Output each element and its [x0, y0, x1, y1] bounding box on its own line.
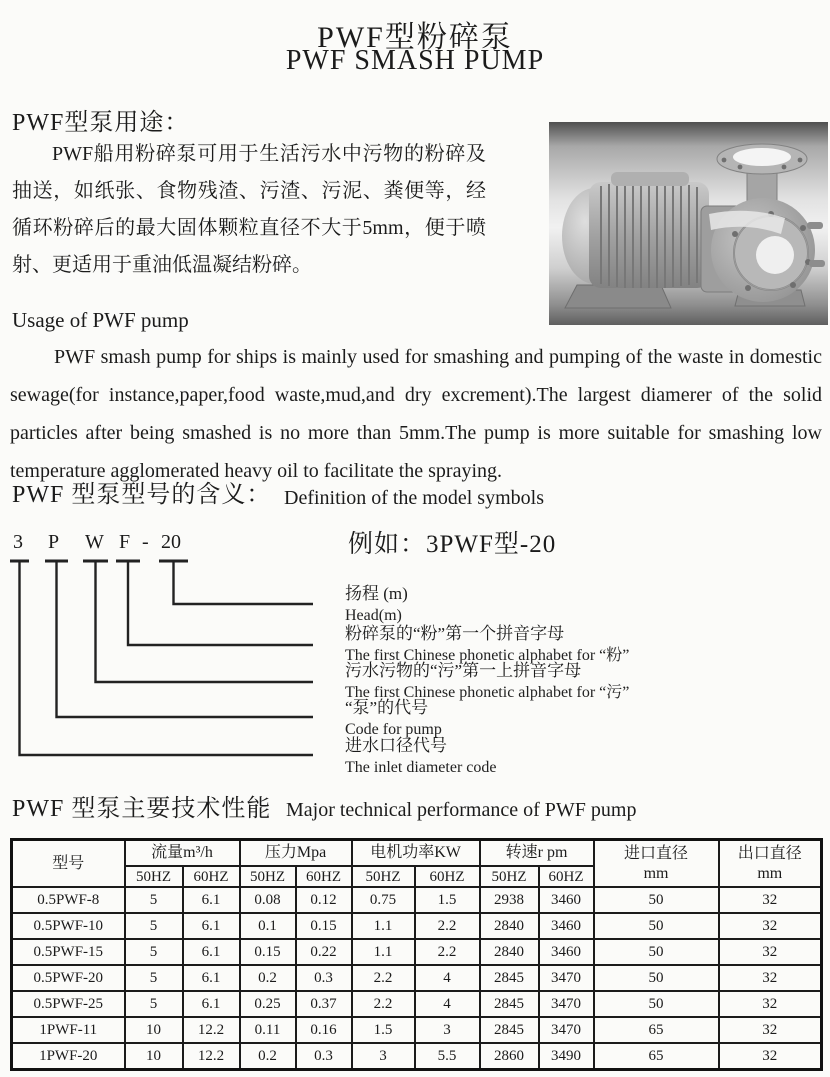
model-label-en: Head(m) — [345, 607, 402, 624]
cell: 1.5 — [352, 1017, 415, 1043]
cell: 6.1 — [183, 887, 240, 913]
cell: 2.2 — [352, 965, 415, 991]
col-header-speed: 转速r pm — [480, 840, 594, 867]
cell: 6.1 — [183, 913, 240, 939]
cell: 50 — [594, 913, 719, 939]
cell: 50 — [594, 887, 719, 913]
usage-paragraph-zh: PWF船用粉碎泵可用于生活污水中污物的粉碎及抽送，如纸张、食物残渣、污渣、污泥、粪便等，经循环粉碎后的最大固体颗粒直径不大于5mm，便于喷射、更适用于重油低温凝结粉碎。 — [12, 143, 486, 276]
cell: 65 — [594, 1017, 719, 1043]
col-header-inlet-unit: mm — [643, 864, 669, 882]
cell: 5 — [125, 887, 183, 913]
cell: 2845 — [480, 991, 539, 1017]
modeldef-heading-zh: PWF 型泵型号的含义： — [12, 482, 272, 508]
cell-model: 0.5PWF-10 — [12, 913, 125, 939]
col-header-outlet-label: 出口直径 — [737, 844, 802, 862]
cell: 2840 — [480, 913, 539, 939]
cell: 12.2 — [183, 1043, 240, 1070]
cell: 50 — [594, 965, 719, 991]
cell: 50 — [594, 939, 719, 965]
model-label-zh: 扬程 (m) — [345, 584, 408, 603]
cell: 0.16 — [296, 1017, 352, 1043]
performance-table — [10, 838, 823, 1071]
table-row — [12, 965, 822, 991]
cell: 6.1 — [183, 965, 240, 991]
cell: 3 — [352, 1043, 415, 1070]
cell: 3470 — [539, 1017, 594, 1043]
pump-photo — [549, 122, 828, 325]
cell: 32 — [719, 965, 822, 991]
cell-model: 0.5PWF-20 — [12, 965, 125, 991]
cell: 4 — [415, 965, 480, 991]
model-label-en: The inlet diameter code — [345, 759, 497, 776]
cell: 65 — [594, 1043, 719, 1070]
cell: 5.5 — [415, 1043, 480, 1070]
cell: 0.25 — [240, 991, 296, 1017]
subheader-hz: 60HZ — [296, 866, 352, 887]
table-row — [12, 913, 822, 939]
usage-paragraph-en: PWF smash pump for ships is mainly used for smashing and pumping of the waste in domestic sewage(for instance,paper,food waste,mud,and dry excrement).The largest diamerer of the solid particles after being smashed is no more than 5mm.The pump is more suitable for smashing low temperature agglomerated heavy oil to facilitate the spraying. — [10, 346, 822, 482]
cell: 0.2 — [240, 965, 296, 991]
cell: 32 — [719, 991, 822, 1017]
usage-heading-en: Usage of PWF pump — [12, 308, 189, 332]
table-row — [12, 991, 822, 1017]
model-label-en: The first Chinese phonetic alphabet for “粉” — [345, 647, 630, 664]
cell: 2.2 — [415, 939, 480, 965]
model-bracket-lines — [0, 556, 340, 761]
cell: 2860 — [480, 1043, 539, 1070]
cell: 5 — [125, 991, 183, 1017]
subheader-hz: 60HZ — [183, 866, 240, 887]
model-symbol: W — [85, 531, 104, 553]
model-symbol: P — [48, 531, 60, 553]
cell: 3470 — [539, 965, 594, 991]
subheader-hz: 50HZ — [352, 866, 415, 887]
cell-model: 0.5PWF-25 — [12, 991, 125, 1017]
cell: 2845 — [480, 965, 539, 991]
col-header-outlet — [719, 840, 822, 888]
cell: 12.2 — [183, 1017, 240, 1043]
model-label-zh: 粉碎泵的“粉”第一个拼音字母 — [345, 624, 565, 643]
cell: 2938 — [480, 887, 539, 913]
cell: 6.1 — [183, 939, 240, 965]
cell: 0.2 — [240, 1043, 296, 1070]
cell-model: 1PWF-20 — [12, 1043, 125, 1070]
cell: 5 — [125, 913, 183, 939]
model-symbol: 20 — [161, 531, 181, 553]
cell: 3490 — [539, 1043, 594, 1070]
model-symbol: F — [119, 531, 131, 553]
col-header-motor-power: 电机功率KW — [352, 840, 480, 867]
table-row — [12, 1017, 822, 1043]
model-label-inlet-code — [345, 734, 825, 778]
subheader-hz: 50HZ — [240, 866, 296, 887]
cell: 0.1 — [240, 913, 296, 939]
subheader-hz: 60HZ — [415, 866, 480, 887]
model-label-en: The first Chinese phonetic alphabet for “污” — [345, 684, 630, 701]
cell: 0.3 — [296, 965, 352, 991]
cell: 10 — [125, 1043, 183, 1070]
cell: 6.1 — [183, 991, 240, 1017]
cell: 50 — [594, 991, 719, 1017]
cell: 2840 — [480, 939, 539, 965]
col-header-model: 型号 — [12, 840, 125, 888]
cell-model: 1PWF-11 — [12, 1017, 125, 1043]
cell: 5 — [125, 939, 183, 965]
cell: 0.15 — [240, 939, 296, 965]
model-label-zh: 污水污物的“污”第一上拼音字母 — [345, 661, 582, 680]
usage-heading-zh: PWF型泵用途： — [12, 110, 190, 136]
table-row — [12, 1043, 822, 1070]
cell: 3 — [415, 1017, 480, 1043]
cell: 1.1 — [352, 939, 415, 965]
cell: 0.12 — [296, 887, 352, 913]
col-header-flow: 流量m³/h — [125, 840, 240, 867]
modeldef-heading-en: Definition of the model symbols — [284, 487, 544, 509]
cell: 3460 — [539, 887, 594, 913]
col-header-pressure: 压力Mpa — [240, 840, 352, 867]
cell: 0.08 — [240, 887, 296, 913]
model-symbol: 3 — [13, 531, 23, 553]
cell: 4 — [415, 991, 480, 1017]
cell: 0.22 — [296, 939, 352, 965]
model-example: 例如：3PWF型-20 — [348, 531, 557, 558]
cell: 5 — [125, 965, 183, 991]
cell: 2.2 — [415, 913, 480, 939]
cell: 0.15 — [296, 913, 352, 939]
subheader-hz: 50HZ — [480, 866, 539, 887]
cell: 1.5 — [415, 887, 480, 913]
cell-model: 0.5PWF-8 — [12, 887, 125, 913]
pump-photo-image — [549, 122, 828, 325]
cell-model: 0.5PWF-15 — [12, 939, 125, 965]
model-label-zh: “泵”的代号 — [345, 698, 429, 717]
cell: 32 — [719, 1043, 822, 1070]
cell: 2.2 — [352, 991, 415, 1017]
subheader-hz: 60HZ — [539, 866, 594, 887]
model-label-head — [345, 582, 825, 626]
col-header-outlet-unit: mm — [757, 864, 783, 882]
model-label-zh: 进水口径代号 — [345, 736, 447, 755]
cell: 32 — [719, 913, 822, 939]
col-header-inlet-label: 进口直径 — [624, 844, 689, 862]
table-header-row — [12, 840, 822, 867]
page-title-en: PWF SMASH PUMP — [285, 45, 545, 76]
cell: 0.37 — [296, 991, 352, 1017]
cell: 0.11 — [240, 1017, 296, 1043]
cell: 3460 — [539, 939, 594, 965]
cell: 0.3 — [296, 1043, 352, 1070]
cell: 10 — [125, 1017, 183, 1043]
page-title-zh: PWF型粉碎泵 — [317, 21, 513, 54]
cell: 32 — [719, 939, 822, 965]
cell: 3470 — [539, 991, 594, 1017]
model-label-en: Code for pump — [345, 721, 442, 738]
cell: 1.1 — [352, 913, 415, 939]
cell: 0.75 — [352, 887, 415, 913]
table-row — [12, 887, 822, 913]
performance-heading-zh: PWF 型泵主要技术性能 — [12, 796, 272, 822]
table-row — [12, 939, 822, 965]
model-symbol: - — [142, 531, 149, 553]
cell: 32 — [719, 1017, 822, 1043]
col-header-inlet — [594, 840, 719, 888]
cell: 32 — [719, 887, 822, 913]
cell: 3460 — [539, 913, 594, 939]
cell: 2845 — [480, 1017, 539, 1043]
subheader-hz: 50HZ — [125, 866, 183, 887]
performance-heading-en: Major technical performance of PWF pump — [286, 799, 637, 821]
